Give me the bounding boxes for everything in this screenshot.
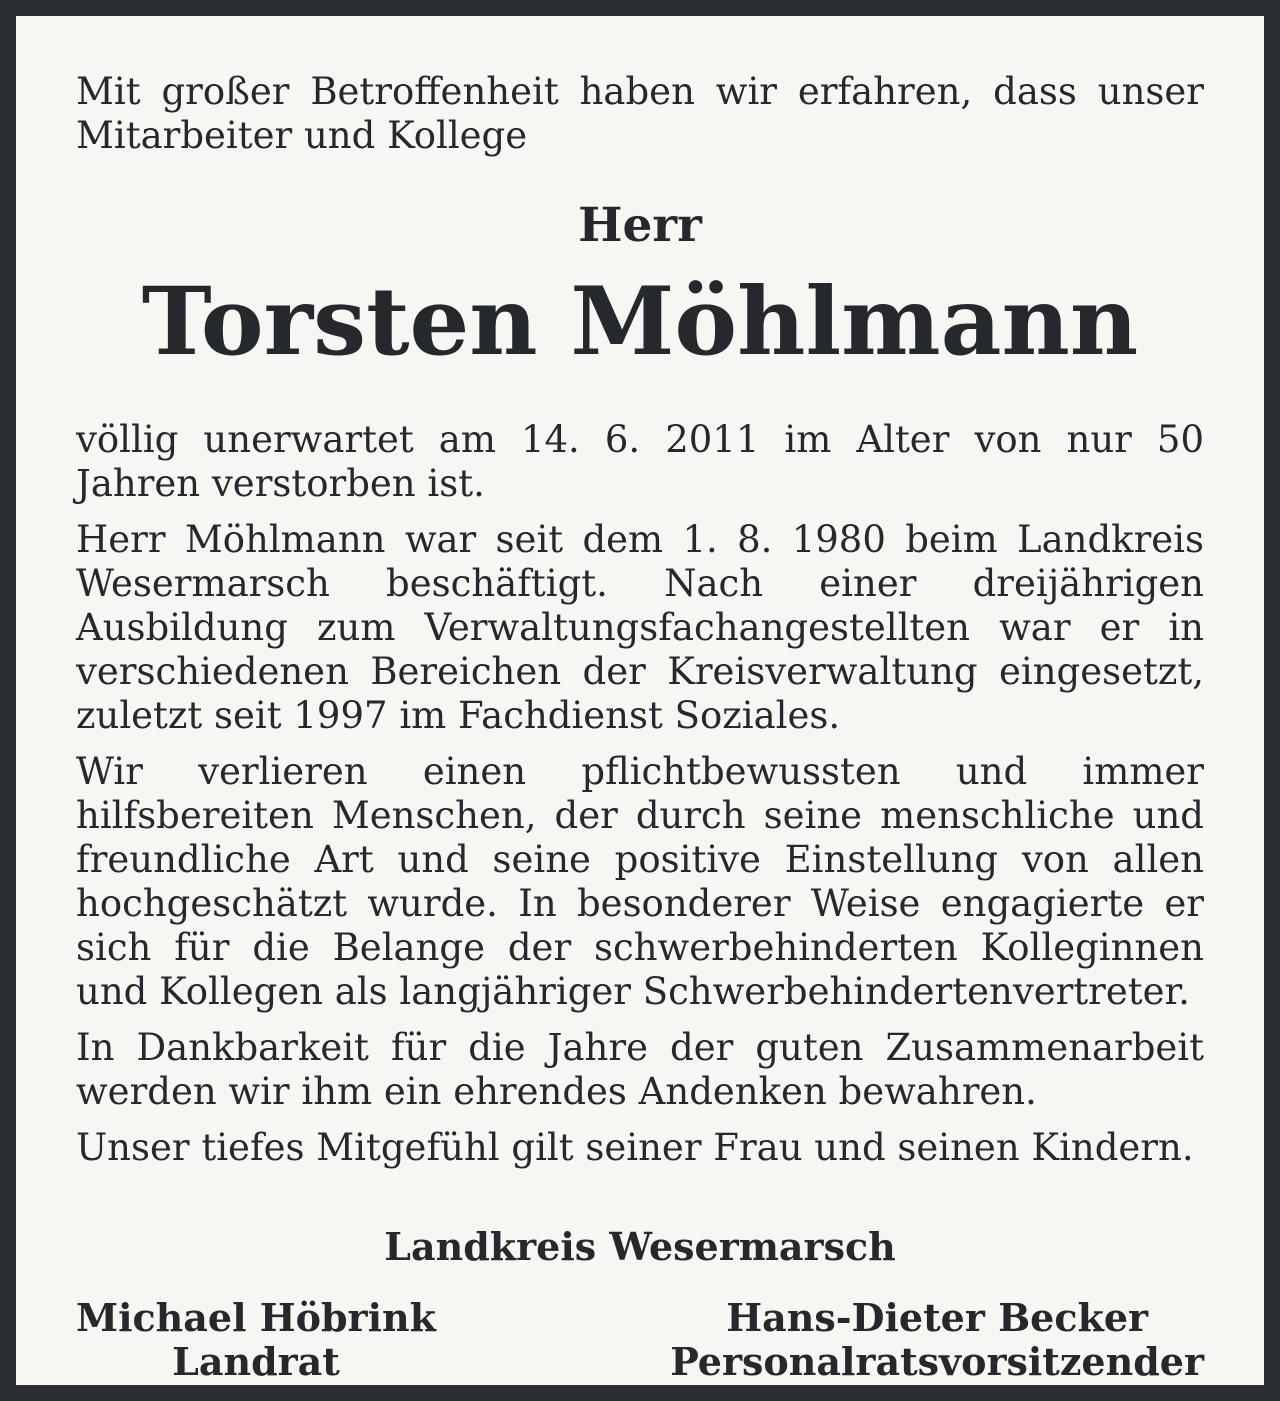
gratitude-text: In Dankbarkeit für die Jahre der guten Zusammenarbeit werden wir ihm ein ehrendes Andenken bewahren.	[76, 1026, 1204, 1113]
signatory-name: Michael Höbrink	[76, 1295, 436, 1340]
tribute-text: Wir verlieren einen pflichtbewussten und immer hilfsbereiten Menschen, der durch seine menschliche und freundliche Art und seine positive Einstellung von allen hochgeschätzt wurde. In besonderer Weise engagierte er sich für die Belange der schwerbehinderten Kolleginnen und Kollegen als langjähriger Schwerbehindertenvertreter.	[76, 750, 1204, 1013]
signatory-title: Personalratsvorsitzender	[670, 1339, 1204, 1384]
death-text: völlig unerwartet am 14. 6. 2011 im Alter von nur 50 Jahren verstorben ist.	[76, 418, 1204, 505]
obituary-notice	[76, 70, 1204, 1384]
organization-name: Landkreis Wesermarsch	[384, 1224, 896, 1269]
career-text: Herr Möhlmann war seit dem 1. 8. 1980 beim Landkreis Wesermarsch beschäftigt. Nach einer dreijährigen Ausbildung zum Verwaltungsfachangestellten war er in verschiedenen Bereichen der Kreisverwaltung eingesetzt, zuletzt seit 1997 im Fachdienst Soziales.	[76, 518, 1204, 737]
condolence-text: Unser tiefes Mitgefühl gilt seiner Frau und seinen Kindern.	[76, 1126, 1194, 1169]
signatory-left	[76, 1296, 436, 1384]
intro-text: Mit großer Betroffenheit haben wir erfahren, dass unser Mitarbeiter und Kollege	[76, 70, 1204, 157]
signatory-title: Landrat	[172, 1339, 340, 1384]
signatory-name: Hans-Dieter Becker	[726, 1295, 1149, 1340]
signatory-right	[670, 1296, 1204, 1384]
deceased-name: Torsten Möhlmann	[141, 267, 1139, 377]
signatures	[76, 1296, 1204, 1384]
salutation: Herr	[578, 198, 702, 253]
